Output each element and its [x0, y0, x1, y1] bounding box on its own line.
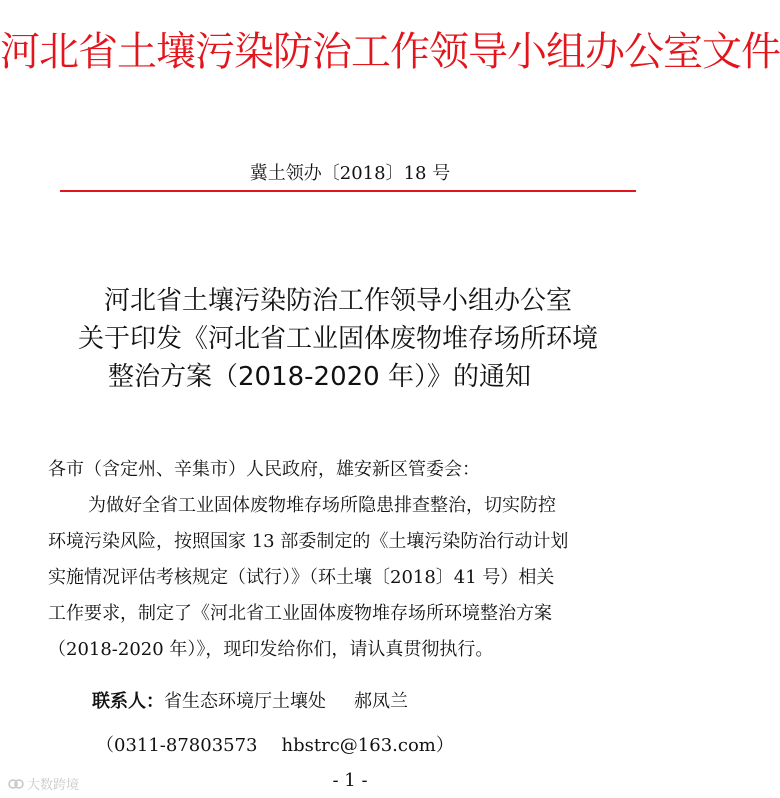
body-paragraph-line: （2018-2020 年）》，现印发给你们，请认真贯彻执行。 — [48, 639, 494, 660]
notice-title-line: 河北省土壤污染防治工作领导小组办公室 — [104, 286, 573, 316]
page-number: - 1 - — [332, 770, 368, 791]
contact-email: hbstrc@163.com） — [281, 735, 454, 756]
notice-title-line: 整治方案（2018-2020 年）》的通知 — [108, 362, 531, 392]
salutation: 各市（含定州、辛集市）人民政府，雄安新区管委会： — [48, 459, 480, 480]
watermark-text: 大数跨境 — [27, 778, 80, 793]
header-divider-line — [60, 190, 636, 192]
contact-label: 联系人： — [92, 691, 164, 712]
body-paragraph-line: 实施情况评估考核规定（试行）》（环土壤〔2018〕41 号）相关 — [48, 567, 555, 588]
body-paragraph-line: 为做好全省工业固体废物堆存场所隐患排查整治，切实防控 — [88, 495, 556, 516]
brand-logo-icon — [8, 777, 24, 791]
document-header-title: 河北省土壤污染防治工作领导小组办公室文件 — [0, 29, 780, 75]
body-paragraph-line: 工作要求，制定了《河北省工业固体废物堆存场所环境整治方案 — [48, 603, 552, 624]
contact-department: 省生态环境厅土壤处 — [164, 691, 326, 712]
watermark — [8, 774, 79, 793]
notice-title — [60, 282, 680, 396]
contact-line — [92, 688, 408, 716]
notice-body — [48, 452, 668, 668]
contact-details — [96, 732, 454, 760]
contact-phone: （0311-87803573 — [96, 735, 258, 756]
notice-title-line: 关于印发《河北省工业固体废物堆存场所环境 — [78, 324, 599, 354]
document-number: 冀土领办〔2018〕18 号 — [249, 163, 451, 184]
contact-person: 郝凤兰 — [354, 691, 408, 712]
body-paragraph-line: 环境污染风险，按照国家 13 部委制定的《土壤污染防治行动计划 — [48, 531, 569, 552]
